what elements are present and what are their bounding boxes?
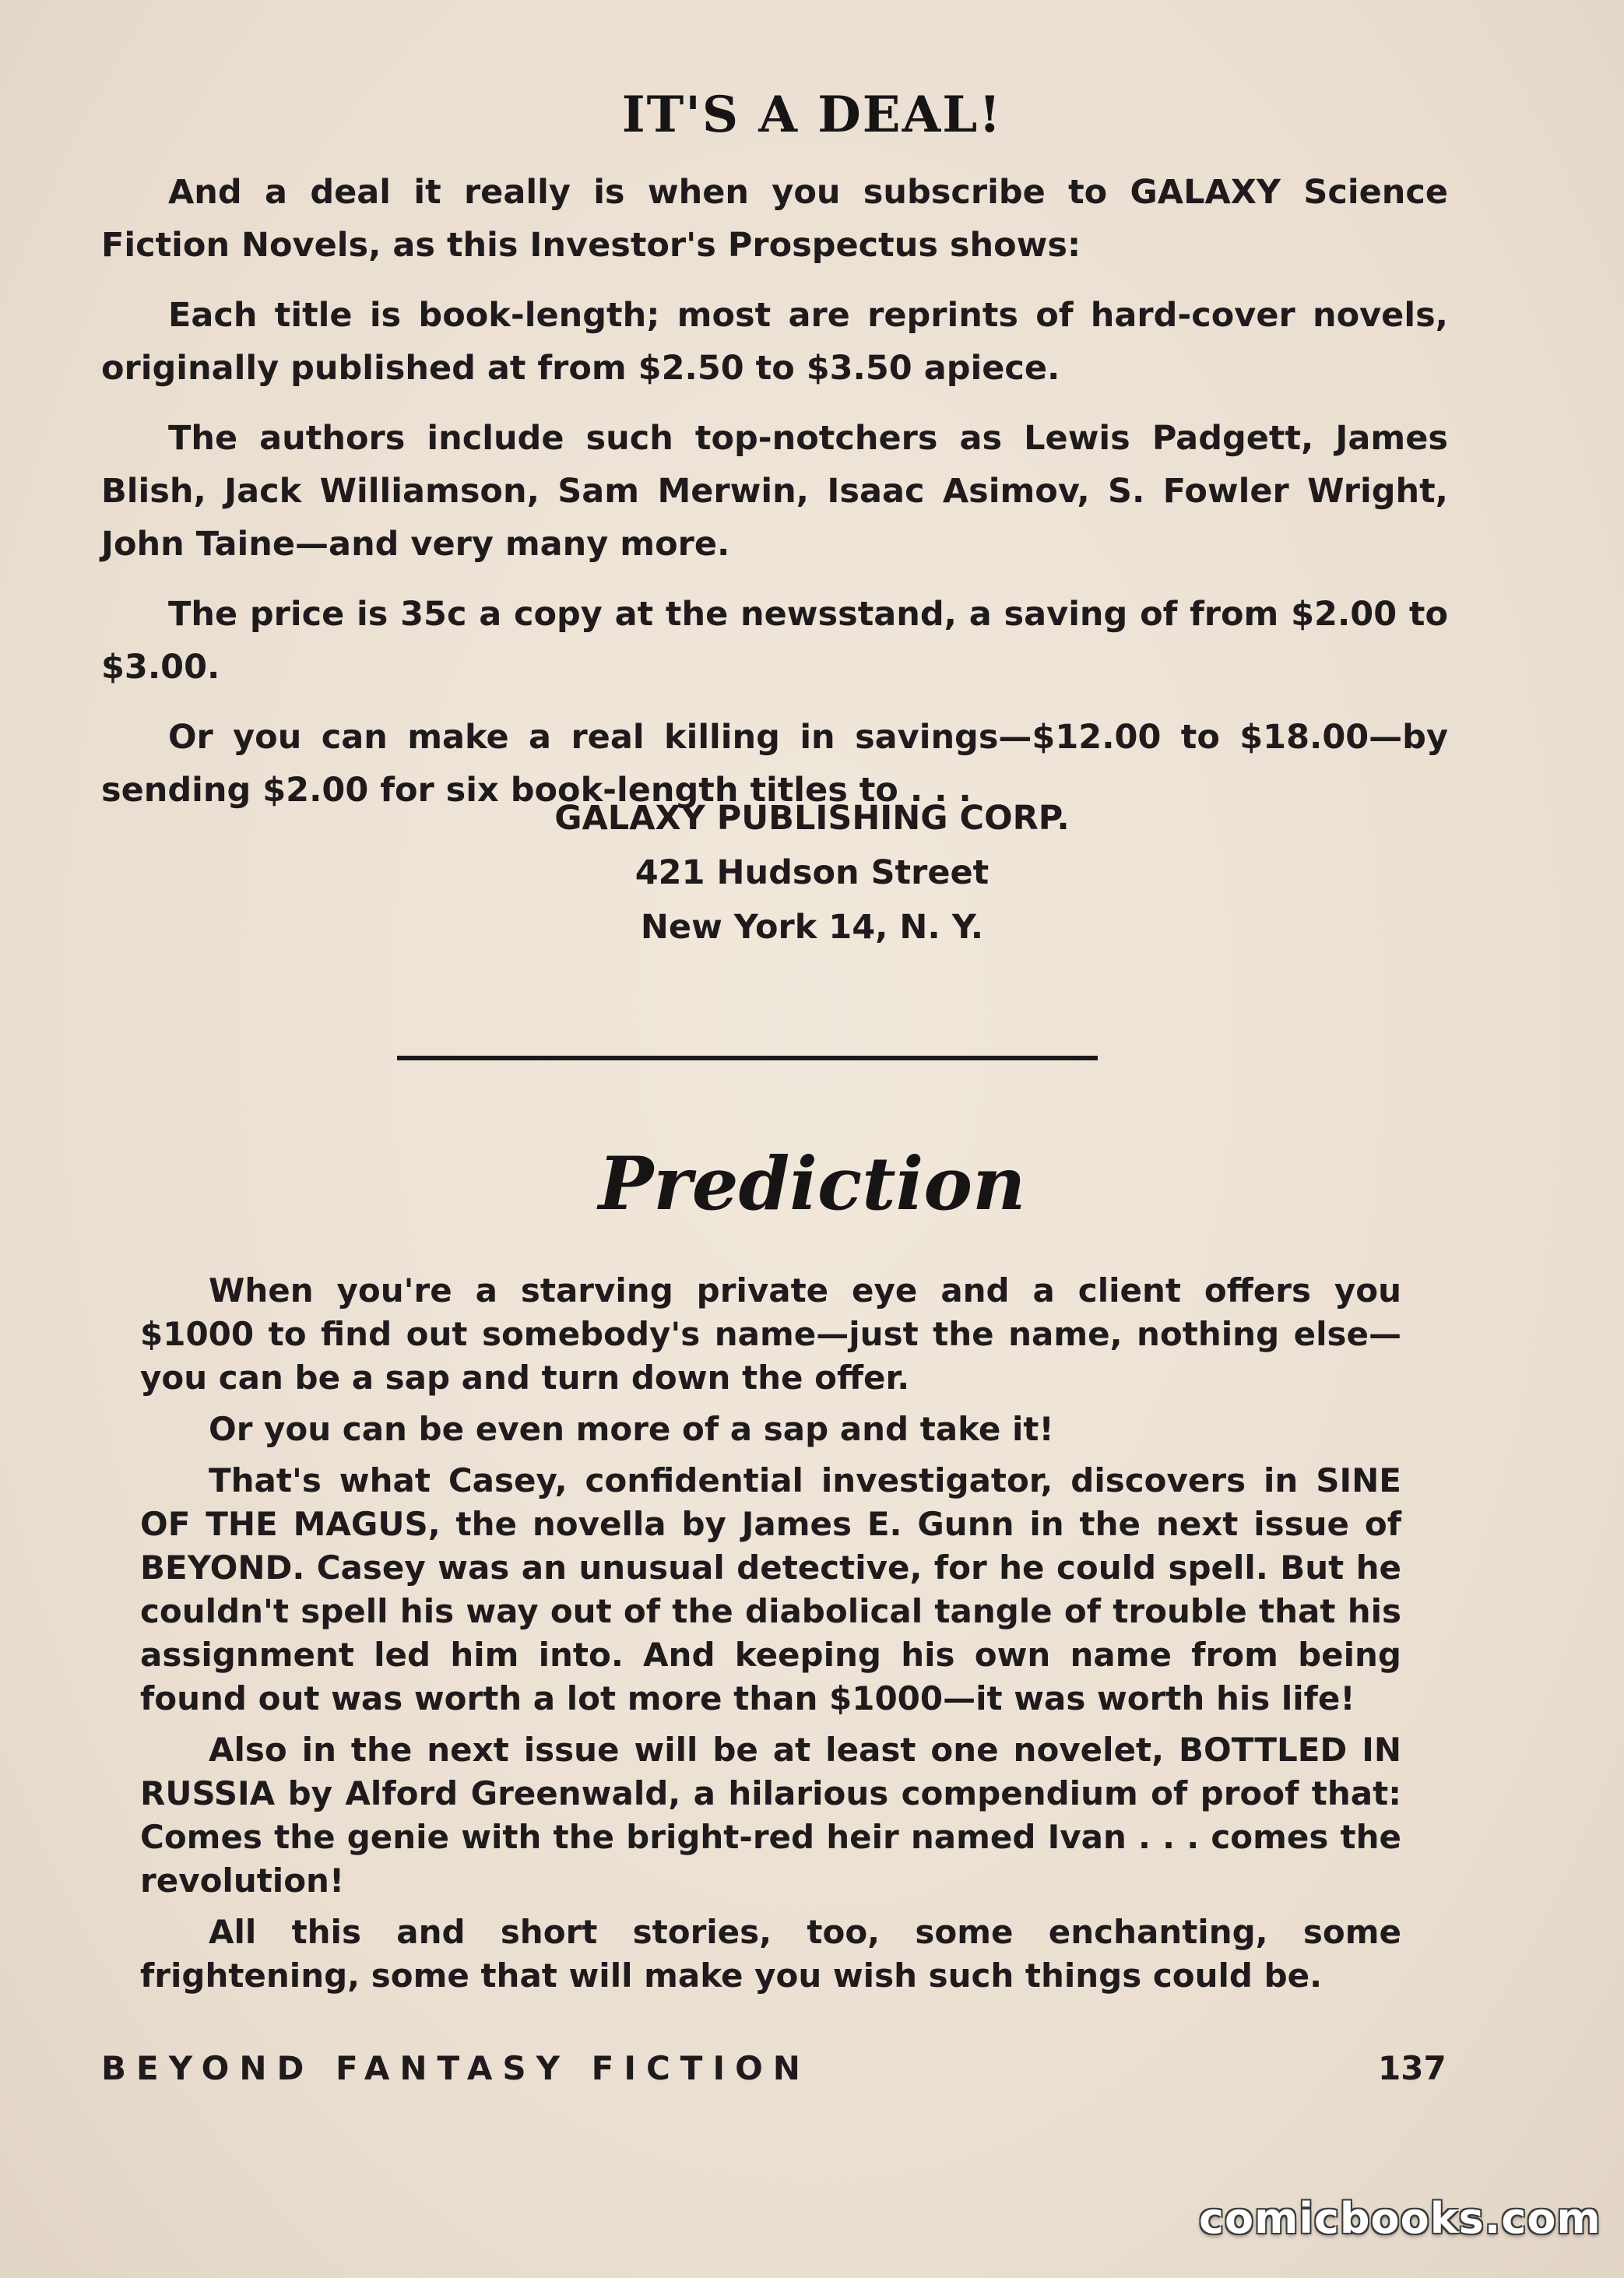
site-watermark: comicbooks.com — [1199, 2194, 1601, 2243]
deal-paragraph: Each title is book-length; most are reprints of hard-cover novels, originally published at from $2.50 to $3.50 apiece. — [101, 296, 1448, 388]
prediction-heading: Prediction — [598, 1141, 1026, 1227]
deal-paragraph: Or you can make a real killing in savings—$12.00 to $18.00—by sending $2.00 for six book-length titles to . . . — [101, 718, 1448, 810]
section-divider — [397, 1056, 1098, 1060]
deal-paragraph: The price is 35c a copy at the newsstand, a saving of from $2.00 to $3.00. — [101, 595, 1448, 687]
deal-heading: IT'S A DEAL! — [621, 86, 1003, 144]
prediction-paragraph: All this and short stories, too, some enchanting, some frightening, some that will make you wish such things could be. — [140, 1913, 1401, 1995]
deal-paragraph: The authors include such top-notchers as Lewis Padgett, James Blish, Jack Williamson, Sam Merwin, Isaac Asimov, S. Fowler Wright, John Taine—and very many more. — [101, 419, 1448, 564]
publisher-address — [0, 791, 1624, 954]
prediction-paragraph: Also in the next issue will be at least one novelet, BOTTLED IN RUSSIA by Alford Greenwald, a hilarious compendium of proof that: Comes the genie with the bright-red heir named Ivan . . . comes the revolution! — [140, 1731, 1401, 1900]
page-number: 137 — [1378, 2049, 1446, 2087]
prediction-paragraph: When you're a starving private eye and a client offers you $1000 to find out somebody's name—just the name, nothing else—you can be a sap and turn down the offer. — [140, 1271, 1401, 1397]
deal-body — [101, 166, 1448, 834]
publisher-name: GALAXY PUBLISHING CORP. — [554, 799, 1070, 838]
prediction-paragraph: That's what Casey, confidential investigator, discovers in SINE OF THE MAGUS, the novella by James E. Gunn in the next issue of BEYOND. Casey was an unusual detective, for he could spell. But he couldn't spell his way out of the diabolical tangle of trouble that his assignment led him into. And keeping his own name from being found out was worth a lot more than $1000—it was worth his life! — [140, 1461, 1401, 1717]
running-footer-title: BEYOND FANTASY FICTION — [101, 2049, 810, 2087]
publisher-city: New York 14, N. Y. — [640, 908, 984, 947]
prediction-paragraph: Or you can be even more of a sap and take it! — [209, 1410, 1054, 1448]
prediction-body — [140, 1269, 1401, 2006]
publisher-street: 421 Hudson Street — [634, 853, 990, 892]
deal-paragraph: And a deal it really is when you subscribe to GALAXY Science Fiction Novels, as this Investor's Prospectus shows: — [101, 173, 1448, 265]
